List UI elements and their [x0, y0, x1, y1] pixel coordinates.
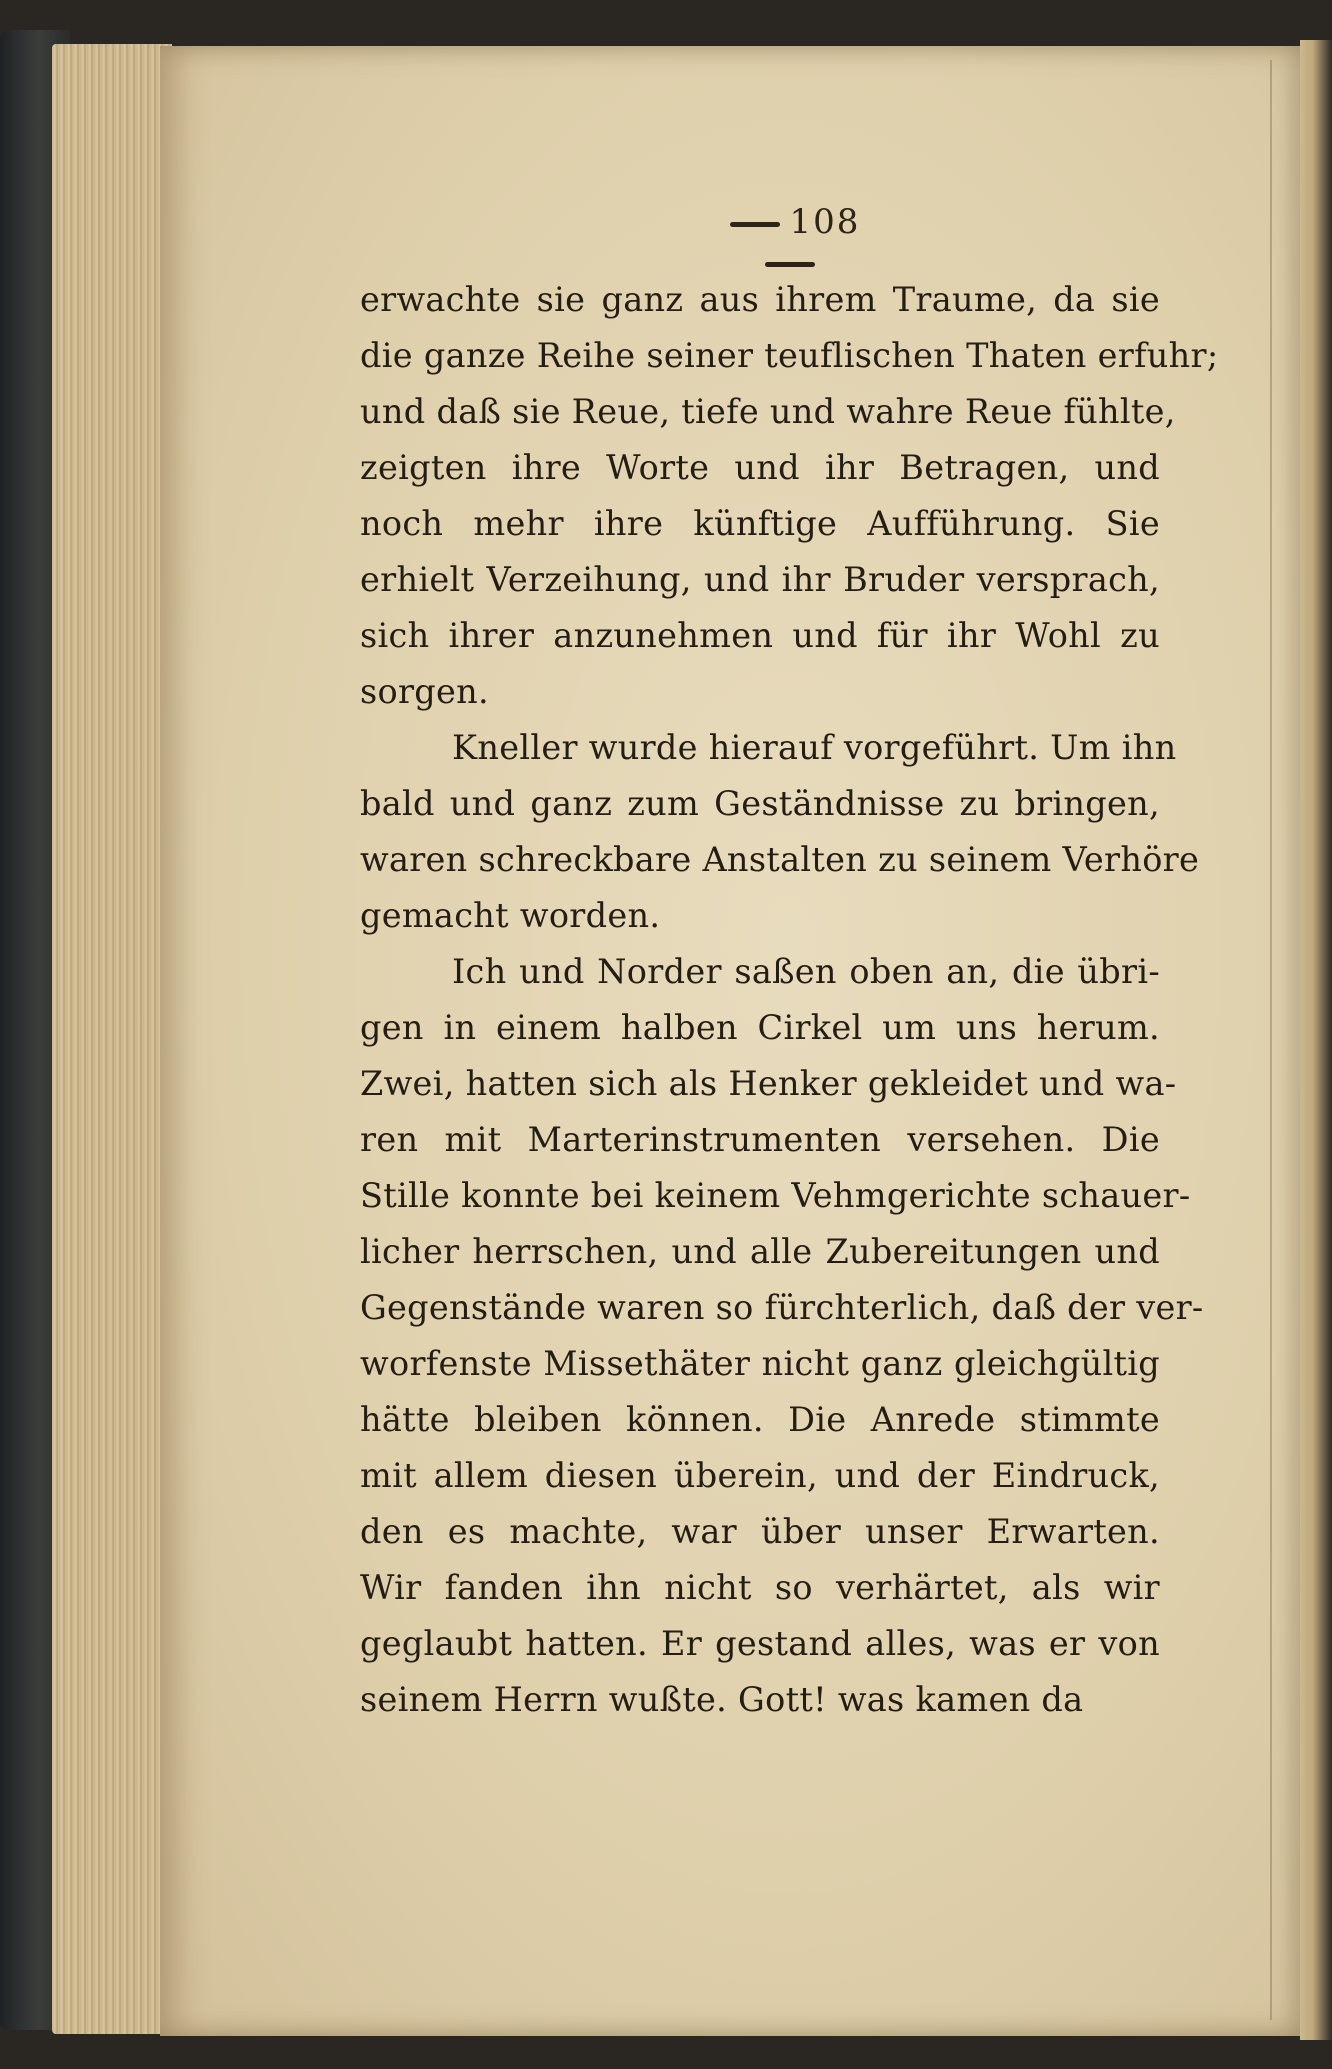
- page-body-text: [360, 272, 1219, 1728]
- facing-page-edge: [1300, 40, 1332, 2040]
- text-line: noch mehr ihre künftige Aufführung. Sie: [360, 504, 1160, 543]
- text-line: geglaubt hatten. Er gestand alles, was er von: [360, 1624, 1160, 1663]
- text-line: sorgen.: [360, 672, 489, 711]
- text-line: waren schreckbare Anstalten zu seinem Verhöre: [360, 840, 1200, 879]
- text-line: Gegenstände waren so fürchterlich, daß der ver-: [360, 1288, 1204, 1327]
- text-line: ren mit Marterinstrumenten versehen. Die: [360, 1120, 1160, 1159]
- text-line: sich ihrer anzunehmen und für ihr Wohl zu: [360, 616, 1160, 655]
- text-line: Kneller wurde hierauf vorgeführt. Um ihn: [452, 728, 1177, 767]
- header-dash-right: [765, 262, 815, 267]
- text-line: mit allem diesen überein, und der Eindruck,: [360, 1456, 1160, 1495]
- text-line: bald und ganz zum Geständnisse zu bringen,: [360, 784, 1160, 823]
- text-line: und daß sie Reue, tiefe und wahre Reue fühlte,: [360, 392, 1176, 431]
- text-line: gemacht worden.: [360, 896, 661, 935]
- text-line: worfenste Missethäter nicht ganz gleichgültig: [360, 1344, 1160, 1383]
- paragraph: [360, 944, 1204, 1728]
- text-line: den es machte, war über unser Erwarten.: [360, 1512, 1160, 1551]
- page-gutter: [1270, 60, 1272, 2020]
- paragraph: [360, 272, 1219, 720]
- text-line: die ganze Reihe seiner teuflischen Thaten erfuhr;: [360, 336, 1219, 375]
- text-line: Zwei, hatten sich als Henker gekleidet und wa-: [360, 1064, 1177, 1103]
- text-line: zeigten ihre Worte und ihr Betragen, und: [360, 448, 1160, 487]
- header-dash-left: [730, 222, 780, 227]
- text-line: gen in einem halben Cirkel um uns herum.: [360, 1008, 1160, 1047]
- text-line: seinem Herrn wußte. Gott! was kamen da: [360, 1680, 1084, 1719]
- page-number: 108: [789, 202, 861, 242]
- text-line: erwachte sie ganz aus ihrem Traume, da sie: [360, 280, 1160, 319]
- page-header: [690, 202, 890, 282]
- text-line: Ich und Norder saßen oben an, die übri-: [452, 952, 1160, 991]
- text-line: hätte bleiben können. Die Anrede stimmte: [360, 1400, 1160, 1439]
- text-line: licher herrschen, und alle Zubereitungen und: [360, 1232, 1160, 1271]
- text-line: Stille konnte bei keinem Vehmgerichte schauer-: [360, 1176, 1191, 1215]
- text-line: Wir fanden ihn nicht so verhärtet, als wir: [360, 1568, 1160, 1607]
- text-line: erhielt Verzeihung, und ihr Bruder versprach,: [360, 560, 1160, 599]
- paragraph: [360, 720, 1200, 944]
- page-edges: [52, 44, 172, 2034]
